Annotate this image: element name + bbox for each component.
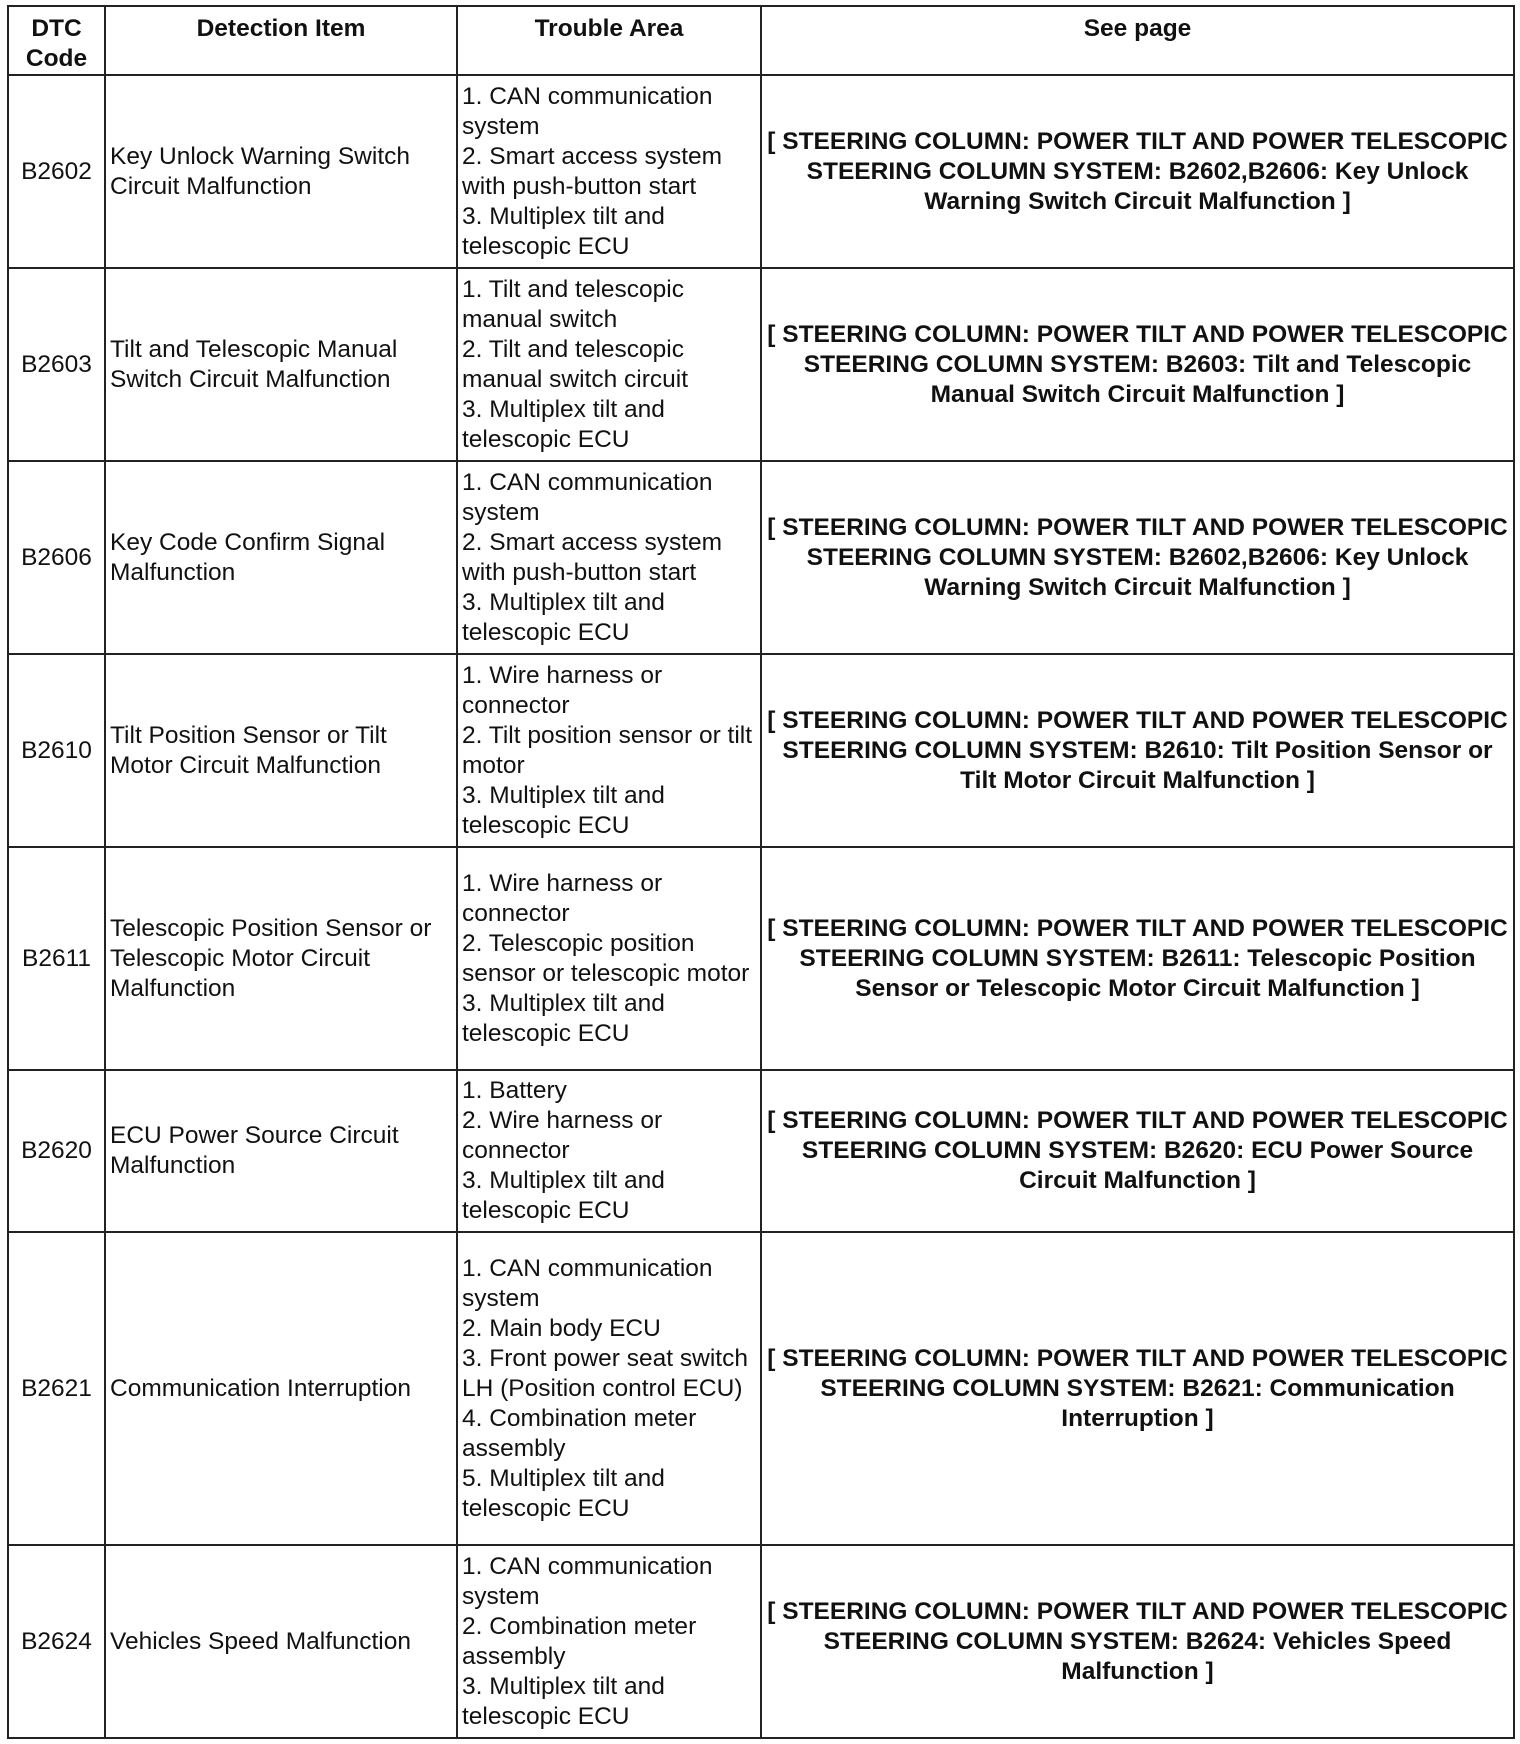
trouble-area-line: 2. Telescopic position sensor or telescopic motor (462, 929, 750, 987)
see-page-link[interactable]: [ STEERING COLUMN: POWER TILT AND POWER TELESCOPIC STEERING COLUMN SYSTEM: B2602,B2606: Key Unlock Warning Switch Circuit Malfunction ] (767, 513, 1508, 601)
trouble-area-line: 3. Front power seat switch LH (Position control ECU) (462, 1344, 748, 1402)
dtc-code: B2624 (8, 1545, 105, 1738)
detection-item: Tilt and Telescopic Manual Switch Circuit Malfunction (105, 268, 457, 461)
trouble-area (457, 461, 761, 654)
trouble-area (457, 654, 761, 847)
see-page-link[interactable]: [ STEERING COLUMN: POWER TILT AND POWER TELESCOPIC STEERING COLUMN SYSTEM: B2624: Vehicles Speed Malfunction ] (767, 1597, 1508, 1685)
trouble-area-line: 2. Smart access system with push-button start (462, 528, 723, 586)
see-page-link[interactable]: [ STEERING COLUMN: POWER TILT AND POWER TELESCOPIC STEERING COLUMN SYSTEM: B2621: Communication Interruption ] (767, 1344, 1508, 1432)
dtc-code: B2620 (8, 1070, 105, 1232)
see-page-link[interactable]: [ STEERING COLUMN: POWER TILT AND POWER TELESCOPIC STEERING COLUMN SYSTEM: B2602,B2606: Key Unlock Warning Switch Circuit Malfunction ] (767, 127, 1508, 215)
header-see-page: See page (761, 6, 1514, 75)
dtc-code: B2606 (8, 461, 105, 654)
table-row (8, 75, 1514, 268)
trouble-area (457, 268, 761, 461)
trouble-area-line: 1. Wire harness or connector (462, 661, 663, 719)
trouble-area-line: 2. Smart access system with push-button start (462, 142, 723, 200)
trouble-area (457, 847, 761, 1070)
dtc-code: B2621 (8, 1232, 105, 1545)
trouble-area-line: 3. Multiplex tilt and telescopic ECU (462, 1672, 665, 1730)
trouble-area-line: 2. Wire harness or connector (462, 1107, 663, 1164)
table-row (8, 1232, 1514, 1545)
table-row (8, 1070, 1514, 1232)
dtc-code: B2602 (8, 75, 105, 268)
see-page-cell (761, 1232, 1514, 1545)
detection-item: Tilt Position Sensor or Tilt Motor Circuit Malfunction (105, 654, 457, 847)
see-page-cell (761, 1545, 1514, 1738)
trouble-area (457, 1070, 761, 1232)
table-row (8, 268, 1514, 461)
detection-item: Telescopic Position Sensor or Telescopic Motor Circuit Malfunction (105, 847, 457, 1070)
dtc-table (7, 5, 1515, 1739)
detection-item: Communication Interruption (105, 1232, 457, 1545)
trouble-area (457, 75, 761, 268)
header-detection-item: Detection Item (105, 6, 457, 75)
trouble-area-line: 2. Tilt position sensor or tilt motor (462, 721, 753, 779)
detection-item: Key Code Confirm Signal Malfunction (105, 461, 457, 654)
see-page-cell (761, 847, 1514, 1070)
see-page-cell (761, 654, 1514, 847)
trouble-area-line: 2. Tilt and telescopic manual switch circuit (462, 335, 689, 393)
trouble-area (457, 1232, 761, 1545)
trouble-area-line: 1. CAN communication system (462, 82, 713, 140)
trouble-area-line: 3. Multiplex tilt and telescopic ECU (462, 781, 665, 839)
trouble-area-line: 1. CAN communication system (462, 468, 713, 526)
trouble-area-line: 1. CAN communication system (462, 1552, 713, 1610)
dtc-code: B2603 (8, 268, 105, 461)
table-row (8, 847, 1514, 1070)
trouble-area-line: 1. CAN communication system (462, 1254, 713, 1312)
see-page-link[interactable]: [ STEERING COLUMN: POWER TILT AND POWER TELESCOPIC STEERING COLUMN SYSTEM: B2620: ECU Power Source Circuit Malfunction ] (767, 1107, 1508, 1194)
dtc-code: B2611 (8, 847, 105, 1070)
see-page-cell (761, 461, 1514, 654)
trouble-area-line: 3. Multiplex tilt and telescopic ECU (462, 588, 665, 646)
see-page-cell (761, 268, 1514, 461)
detection-item: ECU Power Source Circuit Malfunction (105, 1070, 457, 1232)
trouble-area-line: 3. Multiplex tilt and telescopic ECU (462, 395, 665, 453)
trouble-area-line: 4. Combination meter assembly (462, 1404, 697, 1462)
trouble-area (457, 1545, 761, 1738)
see-page-link[interactable]: [ STEERING COLUMN: POWER TILT AND POWER TELESCOPIC STEERING COLUMN SYSTEM: B2603: Tilt and Telescopic Manual Switch Circuit Malfunction ] (767, 320, 1508, 408)
dtc-code: B2610 (8, 654, 105, 847)
trouble-area-line: 3. Multiplex tilt and telescopic ECU (462, 989, 665, 1047)
trouble-area-line: 1. Wire harness or connector (462, 869, 663, 927)
trouble-area-line: 5. Multiplex tilt and telescopic ECU (462, 1464, 665, 1522)
detection-item: Vehicles Speed Malfunction (105, 1545, 457, 1738)
see-page-cell (761, 75, 1514, 268)
header-dtc-code: DTC Code (8, 6, 105, 75)
see-page-link[interactable]: [ STEERING COLUMN: POWER TILT AND POWER TELESCOPIC STEERING COLUMN SYSTEM: B2610: Tilt Position Sensor or Tilt Motor Circuit Malfunction ] (767, 706, 1508, 794)
trouble-area-line: 2. Main body ECU (462, 1314, 661, 1342)
detection-item: Key Unlock Warning Switch Circuit Malfunction (105, 75, 457, 268)
table-row (8, 654, 1514, 847)
trouble-area-line: 1. Battery (462, 1077, 567, 1104)
trouble-area-line: 2. Combination meter assembly (462, 1612, 697, 1670)
trouble-area-line: 3. Multiplex tilt and telescopic ECU (462, 1167, 665, 1224)
trouble-area-line: 3. Multiplex tilt and telescopic ECU (462, 202, 665, 260)
table-header-row (8, 6, 1514, 75)
trouble-area-line: 1. Tilt and telescopic manual switch (462, 275, 684, 333)
table-row (8, 461, 1514, 654)
table-row (8, 1545, 1514, 1738)
see-page-cell (761, 1070, 1514, 1232)
header-trouble-area: Trouble Area (457, 6, 761, 75)
see-page-link[interactable]: [ STEERING COLUMN: POWER TILT AND POWER TELESCOPIC STEERING COLUMN SYSTEM: B2611: Telescopic Position Sensor or Telescopic Motor Circuit Malfunction ] (767, 914, 1508, 1002)
